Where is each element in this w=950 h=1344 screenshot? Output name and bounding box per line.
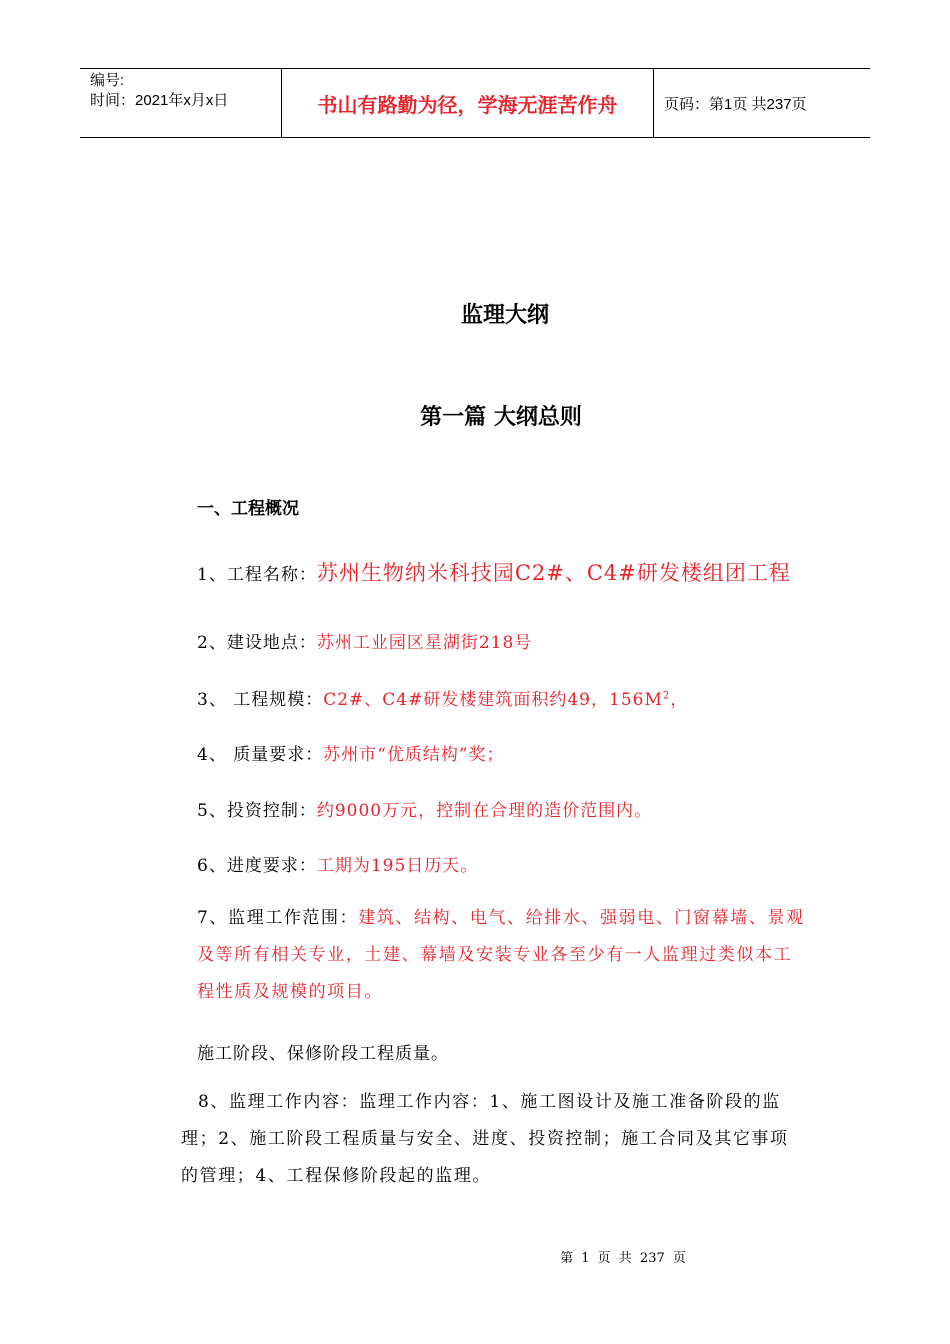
page-header-table — [80, 68, 870, 138]
item-scope — [197, 900, 807, 1011]
item-investment — [197, 796, 652, 821]
item-scale — [197, 685, 688, 710]
item-work-content: 8、监理工作内容：监理工作内容：1、施工图设计及施工准备阶段的监理；2、施工阶段工程质量与安全、进度、投资控制；施工合同及其它事项的管理；4、工程保修阶段起的监理。 — [181, 1092, 789, 1186]
item-value: 约9000万元，控制在合理的造价范围内。 — [316, 801, 653, 821]
item-value: 工期为195日历天。 — [316, 856, 479, 876]
item-value: 苏州生物纳米科技园C2#、C4#研发楼组团工程 — [316, 561, 791, 585]
item-label: 3、 工程规模： — [197, 690, 324, 710]
header-page-info: 页码：第1页 共237页 — [664, 95, 807, 113]
document-title: 监理大纲 — [460, 303, 549, 328]
item-label: 7、监理工作范围： — [197, 908, 359, 928]
item-label: 4、 质量要求： — [197, 745, 324, 765]
item-quality — [197, 740, 505, 765]
item-project-name — [197, 557, 791, 587]
header-motto: 书山有路勤为径，学海无涯苦作舟 — [282, 69, 654, 137]
page-footer: 第 1 页 共 237 页 — [560, 1251, 686, 1266]
section-heading: 一、工程概况 — [197, 499, 299, 519]
stage-note: 施工阶段、保修阶段工程质量。 — [197, 1044, 449, 1064]
item-label: 2、建设地点： — [197, 633, 317, 653]
item-label: 1、工程名称： — [197, 565, 317, 585]
item-location — [197, 628, 532, 653]
item-label: 6、进度要求： — [197, 856, 317, 876]
header-meta-cell — [80, 69, 282, 137]
part-title: 第一篇 大纲总则 — [420, 405, 582, 430]
item-value: 苏州市“优质结构”奖； — [323, 745, 505, 765]
number-label: 编号: — [90, 72, 125, 89]
item-label: 5、投资控制： — [197, 801, 317, 821]
item-value-tail: ， — [670, 690, 689, 710]
time-label: 时间：2021年x月x日 — [90, 92, 229, 109]
item-value: C2#、C4#研发楼建筑面积约49，156M — [323, 690, 663, 710]
item-superscript: 2 — [662, 690, 671, 702]
item-value: 苏州工业园区星湖街218号 — [316, 633, 533, 653]
item-schedule — [197, 851, 478, 876]
item-value: 建筑、结构、电气、给排水、强弱电、门窗幕墙、景观及等所有相关专业，土建、幕墙及安装专业各至少有一人监理过类似本工程性质及规模的项目。 — [197, 908, 805, 1002]
